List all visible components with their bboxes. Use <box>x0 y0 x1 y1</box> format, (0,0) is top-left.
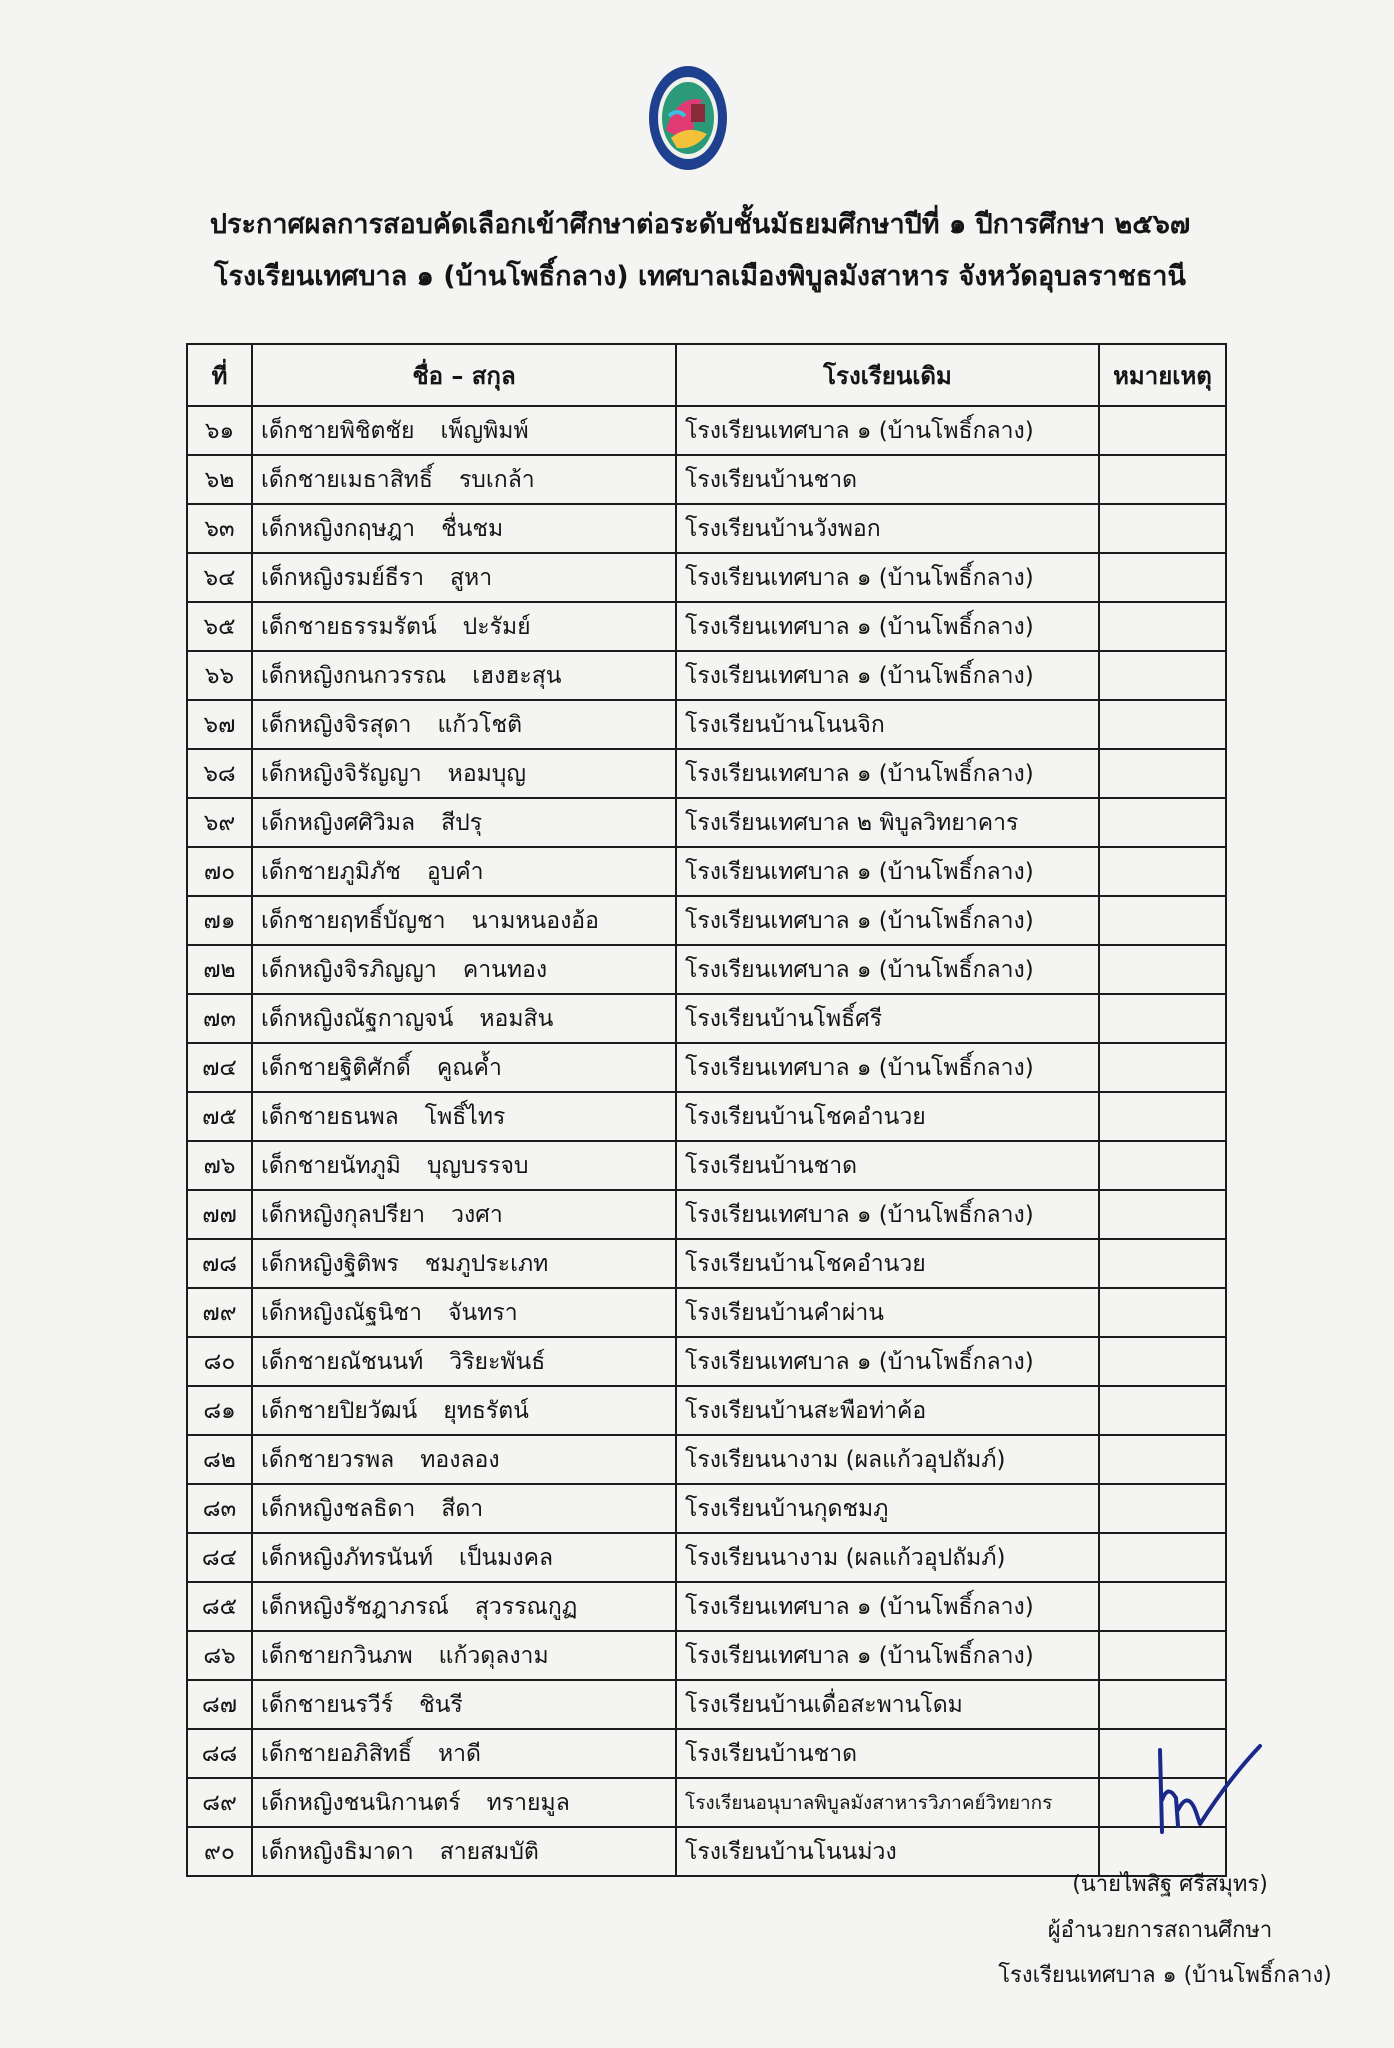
student-first-name: เด็กหญิงจิรัญญา <box>261 760 422 787</box>
remark-cell <box>1099 651 1226 700</box>
table-row <box>187 1288 1226 1337</box>
student-last-name: สายสมบัติ <box>439 1838 539 1865</box>
student-first-name: เด็กหญิงกนกวรรณ <box>261 662 447 689</box>
student-first-name: เด็กชายธรรมรัตน์ <box>261 613 437 640</box>
student-first-name: เด็กหญิงรัชฎาภรณ์ <box>261 1593 449 1620</box>
row-number: ๘๖ <box>187 1631 252 1680</box>
previous-school-cell: โรงเรียนเทศบาล ๑ (บ้านโพธิ์กลาง) <box>676 1582 1099 1631</box>
student-first-name: เด็กหญิงศศิวิมล <box>261 809 416 836</box>
remark-cell <box>1099 455 1226 504</box>
student-first-name: เด็กหญิงกุลปรียา <box>261 1201 426 1228</box>
student-first-name: เด็กชายณัชนนท์ <box>261 1348 424 1375</box>
student-last-name: คูณค้ำ <box>436 1054 502 1081</box>
row-number: ๗๘ <box>187 1239 252 1288</box>
table-row <box>187 1190 1226 1239</box>
remark-cell <box>1099 1288 1226 1337</box>
student-last-name: สีปรุ <box>441 809 483 836</box>
table-row <box>187 945 1226 994</box>
student-last-name: แก้วดุลงาม <box>438 1642 549 1669</box>
student-first-name: เด็กชายปิยวัฒน์ <box>261 1397 418 1424</box>
row-number: ๗๗ <box>187 1190 252 1239</box>
row-number: ๘๘ <box>187 1729 252 1778</box>
student-name-cell <box>252 1778 676 1827</box>
remark-cell <box>1099 406 1226 455</box>
student-first-name: เด็กหญิงภัทรนันท์ <box>261 1544 433 1571</box>
remark-cell <box>1099 1190 1226 1239</box>
remark-cell <box>1099 602 1226 651</box>
previous-school-cell: โรงเรียนเทศบาล ๑ (บ้านโพธิ์กลาง) <box>676 406 1099 455</box>
table-row <box>187 1533 1226 1582</box>
remark-cell <box>1099 798 1226 847</box>
student-first-name: เด็กชายอภิสิทธิ์ <box>261 1740 412 1767</box>
student-last-name: จันทรา <box>448 1299 518 1326</box>
table-row <box>187 896 1226 945</box>
row-number: ๖๓ <box>187 504 252 553</box>
row-number: ๖๙ <box>187 798 252 847</box>
previous-school-cell: โรงเรียนเทศบาล ๑ (บ้านโพธิ์กลาง) <box>676 896 1099 945</box>
student-first-name: เด็กหญิงจิรภิญญา <box>261 956 437 983</box>
student-name-cell <box>252 994 676 1043</box>
student-first-name: เด็กชายเมธาสิทธิ์ <box>261 466 433 493</box>
remark-cell <box>1099 1141 1226 1190</box>
student-name-cell <box>252 1582 676 1631</box>
student-name-cell <box>252 1337 676 1386</box>
row-number: ๗๕ <box>187 1092 252 1141</box>
student-last-name: วิริยะพันธ์ <box>449 1348 546 1375</box>
student-last-name: คานทอง <box>462 956 548 983</box>
table-row <box>187 455 1226 504</box>
student-name-cell <box>252 1631 676 1680</box>
previous-school-cell: โรงเรียนเทศบาล ๑ (บ้านโพธิ์กลาง) <box>676 1190 1099 1239</box>
student-name-cell <box>252 651 676 700</box>
remark-cell <box>1099 1631 1226 1680</box>
student-name-cell <box>252 455 676 504</box>
row-number: ๘๐ <box>187 1337 252 1386</box>
student-first-name: เด็กหญิงรมย์ธีรา <box>261 564 425 591</box>
table-row <box>187 553 1226 602</box>
previous-school-cell: โรงเรียนเทศบาล ๑ (บ้านโพธิ์กลาง) <box>676 602 1099 651</box>
col-header-no: ที่ <box>187 344 252 406</box>
row-number: ๙๐ <box>187 1827 252 1876</box>
student-last-name: บุญบรรจบ <box>426 1152 529 1179</box>
col-header-remark: หมายเหตุ <box>1099 344 1226 406</box>
row-number: ๘๗ <box>187 1680 252 1729</box>
previous-school-cell: โรงเรียนบ้านคำผ่าน <box>676 1288 1099 1337</box>
previous-school-cell: โรงเรียนบ้านชาด <box>676 1729 1099 1778</box>
remark-cell <box>1099 896 1226 945</box>
table-row <box>187 700 1226 749</box>
student-last-name: หาดี <box>437 1740 481 1767</box>
student-last-name: โพธิ์ไทร <box>424 1103 506 1130</box>
row-number: ๖๘ <box>187 749 252 798</box>
table-row <box>187 1092 1226 1141</box>
student-last-name: สุวรรณกูฏ <box>474 1593 578 1620</box>
table-row <box>187 1778 1226 1827</box>
previous-school-cell: โรงเรียนนางาม (ผลแก้วอุปถัมภ์) <box>676 1533 1099 1582</box>
remark-cell <box>1099 847 1226 896</box>
row-number: ๖๖ <box>187 651 252 700</box>
student-first-name: เด็กหญิงชลธิดา <box>261 1495 416 1522</box>
remark-cell <box>1099 1484 1226 1533</box>
remark-cell <box>1099 1043 1226 1092</box>
student-name-cell <box>252 602 676 651</box>
previous-school-cell: โรงเรียนบ้านโชคอำนวย <box>676 1239 1099 1288</box>
student-first-name: เด็กหญิงชนนิกานตร์ <box>261 1789 461 1816</box>
student-first-name: เด็กชายภูมิภัช <box>261 858 401 885</box>
previous-school-cell: โรงเรียนเทศบาล ๑ (บ้านโพธิ์กลาง) <box>676 553 1099 602</box>
student-last-name: ยุทธรัตน์ <box>443 1397 529 1424</box>
student-last-name: ชมภูประเภท <box>424 1250 549 1277</box>
student-first-name: เด็กชายธนพล <box>261 1103 399 1130</box>
student-last-name: รบเกล้า <box>458 466 535 493</box>
student-name-cell <box>252 406 676 455</box>
student-name-cell <box>252 798 676 847</box>
row-number: ๗๓ <box>187 994 252 1043</box>
student-name-cell <box>252 504 676 553</box>
table-row <box>187 406 1226 455</box>
remark-cell <box>1099 1239 1226 1288</box>
table-row <box>187 1484 1226 1533</box>
previous-school-cell: โรงเรียนบ้านโนนม่วง <box>676 1827 1099 1876</box>
table-row <box>187 1435 1226 1484</box>
table-row <box>187 994 1226 1043</box>
student-name-cell <box>252 553 676 602</box>
student-name-cell <box>252 1680 676 1729</box>
table-row <box>187 1337 1226 1386</box>
student-first-name: เด็กหญิงธิมาดา <box>261 1838 414 1865</box>
previous-school-cell: โรงเรียนเทศบาล ๑ (บ้านโพธิ์กลาง) <box>676 1631 1099 1680</box>
table-row <box>187 504 1226 553</box>
previous-school-cell: โรงเรียนเทศบาล ๑ (บ้านโพธิ์กลาง) <box>676 945 1099 994</box>
signer-position: ผู้อำนวยการสถานศึกษา <box>1047 1918 1273 1943</box>
remark-cell <box>1099 1092 1226 1141</box>
row-number: ๖๒ <box>187 455 252 504</box>
row-number: ๘๒ <box>187 1435 252 1484</box>
previous-school-cell: โรงเรียนบ้านโนนจิก <box>676 700 1099 749</box>
student-last-name: เฮงฮะสุน <box>472 662 562 689</box>
remark-cell <box>1099 1533 1226 1582</box>
handwritten-signature <box>1148 1740 1268 1850</box>
school-emblem-logo <box>647 64 729 172</box>
row-number: ๗๐ <box>187 847 252 896</box>
table-row <box>187 1239 1226 1288</box>
previous-school-cell: โรงเรียนบ้านกุดชมภู <box>676 1484 1099 1533</box>
student-first-name: เด็กหญิงกฤษฎา <box>261 515 416 542</box>
table-body <box>187 406 1226 1876</box>
table-row <box>187 1043 1226 1092</box>
student-last-name: เพ็ญพิมพ์ <box>440 417 529 444</box>
col-header-school: โรงเรียนเดิม <box>676 344 1099 406</box>
table-row <box>187 651 1226 700</box>
previous-school-cell: โรงเรียนบ้านโชคอำนวย <box>676 1092 1099 1141</box>
results-table <box>186 343 1227 1877</box>
student-name-cell <box>252 749 676 798</box>
student-last-name: นามหนองอ้อ <box>471 907 599 934</box>
table-row <box>187 1582 1226 1631</box>
remark-cell <box>1099 700 1226 749</box>
student-name-cell <box>252 1827 676 1876</box>
signer-name: (นายไพสิฐ ศรีสมุทร) <box>1072 1872 1268 1897</box>
previous-school-cell: โรงเรียนบ้านชาด <box>676 455 1099 504</box>
student-last-name: ชื่นชม <box>441 515 504 542</box>
row-number: ๖๗ <box>187 700 252 749</box>
row-number: ๘๕ <box>187 1582 252 1631</box>
previous-school-cell: โรงเรียนบ้านเดื่อสะพานโดม <box>676 1680 1099 1729</box>
previous-school-cell: โรงเรียนเทศบาล ๑ (บ้านโพธิ์กลาง) <box>676 1043 1099 1092</box>
col-header-name: ชื่อ – สกุล <box>252 344 676 406</box>
student-first-name: เด็กหญิงณัฐกาญจน์ <box>261 1005 454 1032</box>
row-number: ๗๑ <box>187 896 252 945</box>
remark-cell <box>1099 1386 1226 1435</box>
remark-cell <box>1099 1435 1226 1484</box>
student-first-name: เด็กชายฐิติศักดิ์ <box>261 1054 411 1081</box>
remark-cell <box>1099 1582 1226 1631</box>
student-name-cell <box>252 847 676 896</box>
student-last-name: เป็นมงคล <box>459 1544 554 1571</box>
student-name-cell <box>252 1190 676 1239</box>
student-first-name: เด็กชายนรวีร์ <box>261 1691 394 1718</box>
student-name-cell <box>252 1043 676 1092</box>
student-first-name: เด็กชายนัทภูมิ <box>261 1152 401 1179</box>
student-last-name: ทรายมูล <box>486 1789 570 1816</box>
table-row <box>187 1386 1226 1435</box>
row-number: ๖๑ <box>187 406 252 455</box>
table-row <box>187 1631 1226 1680</box>
table-row <box>187 1729 1226 1778</box>
student-first-name: เด็กชายพิชิตชัย <box>261 417 415 444</box>
table-header-row <box>187 344 1226 406</box>
student-last-name: อูบคำ <box>426 858 484 885</box>
student-name-cell <box>252 896 676 945</box>
student-name-cell <box>252 945 676 994</box>
student-name-cell <box>252 700 676 749</box>
row-number: ๘๑ <box>187 1386 252 1435</box>
remark-cell <box>1099 504 1226 553</box>
row-number: ๘๔ <box>187 1533 252 1582</box>
remark-cell <box>1099 749 1226 798</box>
row-number: ๗๒ <box>187 945 252 994</box>
remark-cell <box>1099 1680 1226 1729</box>
signer-organization: โรงเรียนเทศบาล ๑ (บ้านโพธิ์กลาง) <box>998 1963 1332 1988</box>
student-name-cell <box>252 1729 676 1778</box>
table-row <box>187 1680 1226 1729</box>
row-number: ๖๔ <box>187 553 252 602</box>
student-last-name: สีดา <box>441 1495 484 1522</box>
table-row <box>187 749 1226 798</box>
previous-school-cell: โรงเรียนบ้านวังพอก <box>676 504 1099 553</box>
remark-cell <box>1099 945 1226 994</box>
remark-cell <box>1099 553 1226 602</box>
student-last-name: หอมบุญ <box>447 760 526 787</box>
student-first-name: เด็กหญิงณัฐนิชา <box>261 1299 422 1326</box>
student-first-name: เด็กหญิงฐิติพร <box>261 1250 399 1277</box>
row-number: ๗๙ <box>187 1288 252 1337</box>
row-number: ๘๓ <box>187 1484 252 1533</box>
student-last-name: หอมสิน <box>479 1005 554 1032</box>
previous-school-cell: โรงเรียนเทศบาล ๒ พิบูลวิทยาคาร <box>676 798 1099 847</box>
student-name-cell <box>252 1435 676 1484</box>
student-first-name: เด็กชายกวินภพ <box>261 1642 413 1669</box>
student-name-cell <box>252 1092 676 1141</box>
student-last-name: ปะรัมย์ <box>462 613 531 640</box>
announcement-title: ประกาศผลการสอบคัดเลือกเข้าศึกษาต่อระดับชั้นมัธยมศึกษาปีที่ ๑ ปีการศึกษา ๒๕๖๗ <box>209 209 1191 240</box>
table-row <box>187 798 1226 847</box>
row-number: ๖๕ <box>187 602 252 651</box>
student-last-name: ทองลอง <box>420 1446 500 1473</box>
student-last-name: แก้วโชติ <box>437 711 523 738</box>
student-name-cell <box>252 1239 676 1288</box>
previous-school-cell: โรงเรียนเทศบาล ๑ (บ้านโพธิ์กลาง) <box>676 847 1099 896</box>
previous-school-cell: โรงเรียนบ้านสะพือท่าค้อ <box>676 1386 1099 1435</box>
remark-cell <box>1099 1337 1226 1386</box>
remark-cell <box>1099 994 1226 1043</box>
student-last-name: วงศา <box>451 1201 503 1228</box>
previous-school-cell: โรงเรียนเทศบาล ๑ (บ้านโพธิ์กลาง) <box>676 651 1099 700</box>
table-row <box>187 1141 1226 1190</box>
student-first-name: เด็กชายวรพล <box>261 1446 395 1473</box>
student-name-cell <box>252 1386 676 1435</box>
table-row <box>187 602 1226 651</box>
student-first-name: เด็กหญิงจิรสุดา <box>261 711 412 738</box>
previous-school-cell: โรงเรียนเทศบาล ๑ (บ้านโพธิ์กลาง) <box>676 1337 1099 1386</box>
previous-school-cell: โรงเรียนนางาม (ผลแก้วอุปถัมภ์) <box>676 1435 1099 1484</box>
previous-school-cell: โรงเรียนบ้านชาด <box>676 1141 1099 1190</box>
school-subtitle: โรงเรียนเทศบาล ๑ (บ้านโพธิ์กลาง) เทศบาลเมืองพิบูลมังสาหาร จังหวัดอุบลราชธานี <box>214 261 1186 292</box>
student-first-name: เด็กชายฤทธิ์บัญชา <box>261 907 446 934</box>
student-last-name: ชินรี <box>419 1691 463 1718</box>
previous-school-cell: โรงเรียนอนุบาลพิบูลมังสาหารวิภาคย์วิทยากร <box>676 1778 1099 1827</box>
student-name-cell <box>252 1484 676 1533</box>
student-last-name: สูหา <box>450 564 493 591</box>
row-number: ๗๔ <box>187 1043 252 1092</box>
student-name-cell <box>252 1533 676 1582</box>
row-number: ๘๙ <box>187 1778 252 1827</box>
table-row <box>187 847 1226 896</box>
previous-school-cell: โรงเรียนเทศบาล ๑ (บ้านโพธิ์กลาง) <box>676 749 1099 798</box>
student-name-cell <box>252 1141 676 1190</box>
row-number: ๗๖ <box>187 1141 252 1190</box>
student-name-cell <box>252 1288 676 1337</box>
previous-school-cell: โรงเรียนบ้านโพธิ์ศรี <box>676 994 1099 1043</box>
